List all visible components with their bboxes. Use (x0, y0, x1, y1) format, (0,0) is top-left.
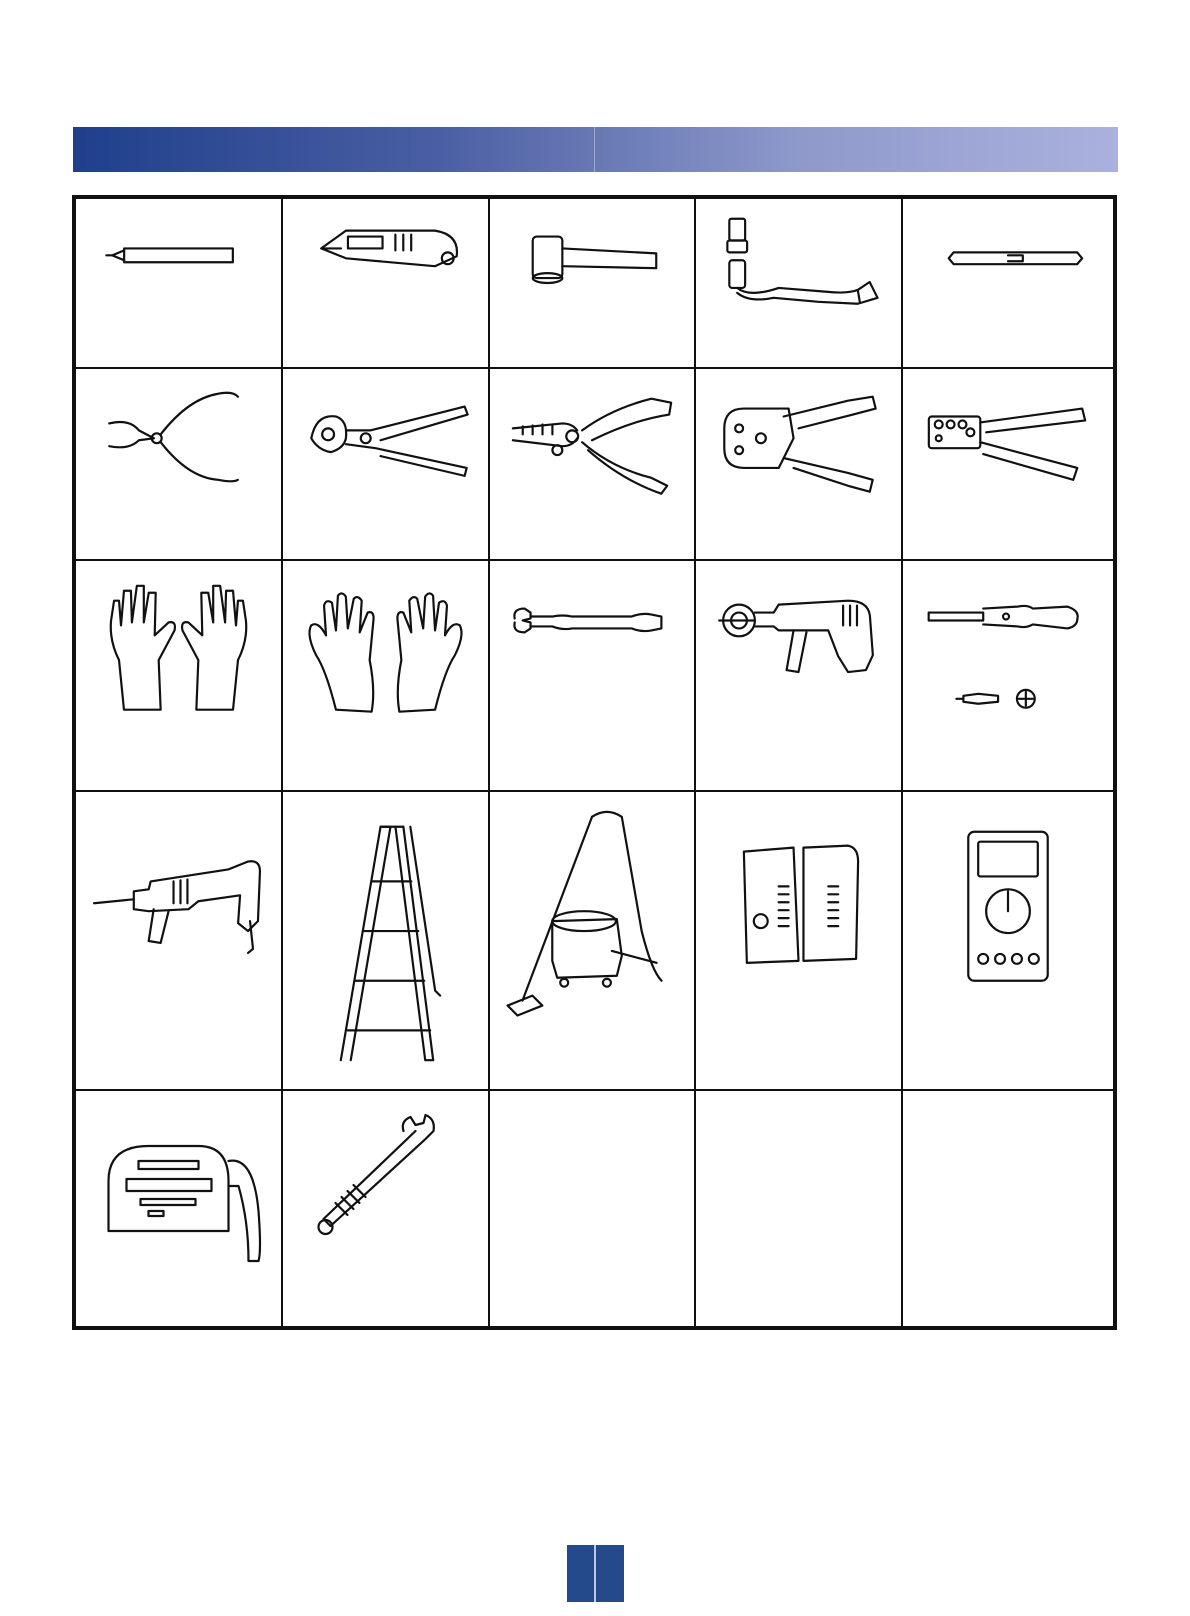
tool-cell-cord-end-crimper (903, 369, 1113, 561)
section-header-bar (73, 127, 1118, 172)
tool-cell-electric-drill (696, 561, 903, 792)
rubber-mallet-icon (490, 199, 694, 367)
tool-cell-utility-knife (283, 199, 490, 369)
cable-cutter-icon (283, 369, 488, 559)
tool-cell-network-tester (696, 792, 903, 1091)
page-number-tab (567, 1545, 624, 1602)
tool-cell-level (903, 199, 1113, 369)
level-icon (903, 199, 1113, 367)
socket-wrench-icon (696, 199, 901, 367)
tool-cell-socket-wrench (696, 199, 903, 369)
torque-wrench-icon (490, 561, 694, 790)
tool-cell-protective-gloves (283, 561, 490, 792)
tool-cell-marker (76, 199, 283, 369)
tool-cell-empty-2 (696, 1091, 903, 1326)
esd-gloves-icon (76, 561, 281, 790)
tool-cell-diagonal-pliers (76, 369, 283, 561)
tool-cell-rubber-mallet (490, 199, 696, 369)
tool-cell-vacuum-cleaner (490, 792, 696, 1091)
electric-drill-icon (696, 561, 901, 790)
tool-cell-wire-stripper (490, 369, 696, 561)
measuring-tape-icon (76, 1091, 281, 1326)
tool-cell-empty-3 (903, 1091, 1113, 1326)
rj45-crimper-icon (696, 369, 901, 559)
tool-cell-measuring-tape (76, 1091, 283, 1326)
tool-cell-esd-gloves (76, 561, 283, 792)
tool-cell-ladder (283, 792, 490, 1091)
open-end-torque-wrench-icon (283, 1091, 488, 1326)
tool-cell-open-end-torque-wrench (283, 1091, 490, 1326)
vacuum-cleaner-icon (490, 792, 694, 1089)
diagonal-pliers-icon (76, 369, 281, 559)
tool-cell-hammer-drill (76, 792, 283, 1091)
utility-knife-icon (283, 199, 488, 367)
cord-end-crimper-icon (903, 369, 1113, 559)
network-tester-icon (696, 792, 901, 1089)
tool-cell-cable-cutter (283, 369, 490, 561)
tool-cell-rj45-crimper (696, 369, 903, 561)
torque-screwdriver-icon (903, 561, 1113, 790)
tool-cell-multimeter (903, 792, 1113, 1091)
tool-cell-empty-1 (490, 1091, 696, 1326)
hammer-drill-icon (76, 792, 281, 1089)
tool-cell-torque-wrench (490, 561, 696, 792)
tab-seam (594, 1545, 596, 1602)
multimeter-icon (903, 792, 1113, 1089)
protective-gloves-icon (283, 561, 488, 790)
marker-pen-icon (76, 199, 281, 367)
ladder-icon (283, 792, 488, 1089)
wire-stripper-icon (490, 369, 694, 559)
tool-cell-torque-screwdriver (903, 561, 1113, 792)
tools-table (72, 195, 1117, 1330)
